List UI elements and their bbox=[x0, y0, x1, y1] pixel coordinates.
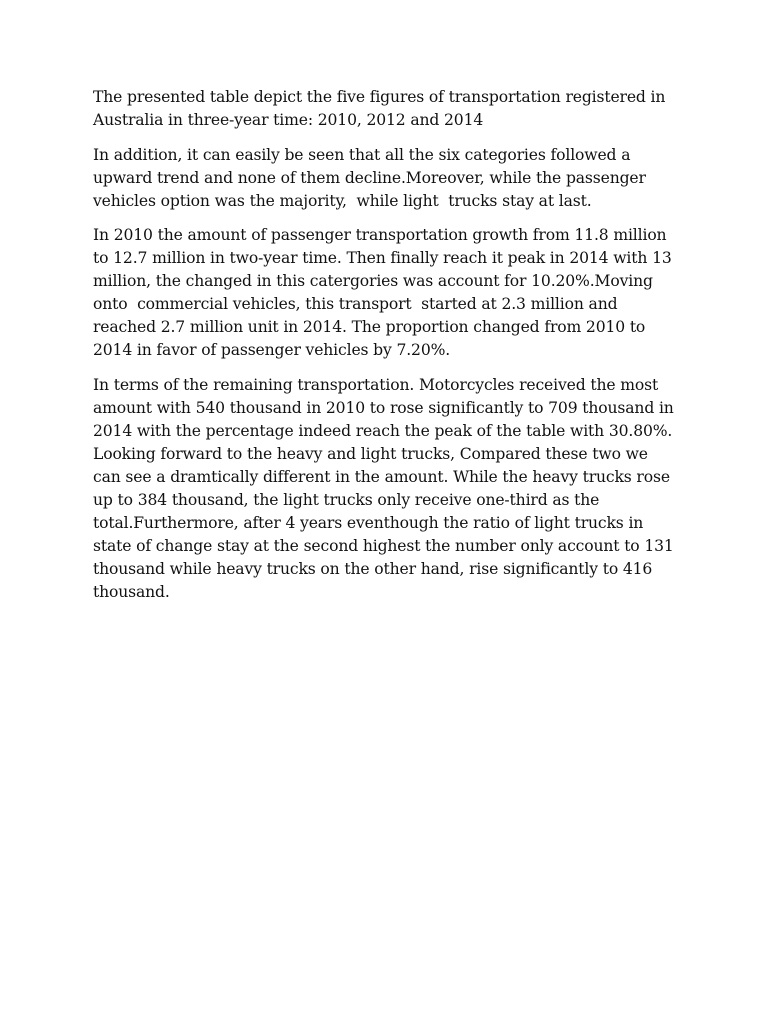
paragraph-overview: In addition, it can easily be seen that all the six categories followed a upward trend and none of them decline.Moreover, while the passenger vehicles option was the majority, while light trucks stay at last. bbox=[93, 145, 651, 210]
paragraph-remaining-transport: In terms of the remaining transportation. Motorcycles received the most amount with 540 thousand in 2010 to rose significantly to 709 thousand in 2014 with the percentage indeed reach the peak of the table with 30.80%. Looking forward to the heavy and light trucks, Compared these two we can see a dramtically different in the amount. While the heavy trucks rose up to 384 thousand, the light trucks only receive one-third as the total.Furthermore, after 4 years eventhough the ratio of light trucks in state of change stay at the second highest the number only account to 131 thousand while heavy trucks on the other hand, rise significantly to 416 thousand. bbox=[93, 375, 679, 601]
document-body bbox=[93, 86, 678, 615]
paragraph-passenger-commercial: In 2010 the amount of passenger transportation growth from 11.8 million to 12.7 million in two-year time. Then finally reach it peak in 2014 with 13 million, the changed in this catergories was account for 10.20%.Moving onto commercial vehicles, this transport started at 2.3 million and reached 2.7 million unit in 2014. The proportion changed from 2010 to 2014 in favor of passenger vehicles by 7.20%. bbox=[93, 226, 677, 359]
paragraph-intro: The presented table depict the five figures of transportation registered in Australia in three-year time: 2010, 2012 and 2014 bbox=[93, 88, 671, 129]
